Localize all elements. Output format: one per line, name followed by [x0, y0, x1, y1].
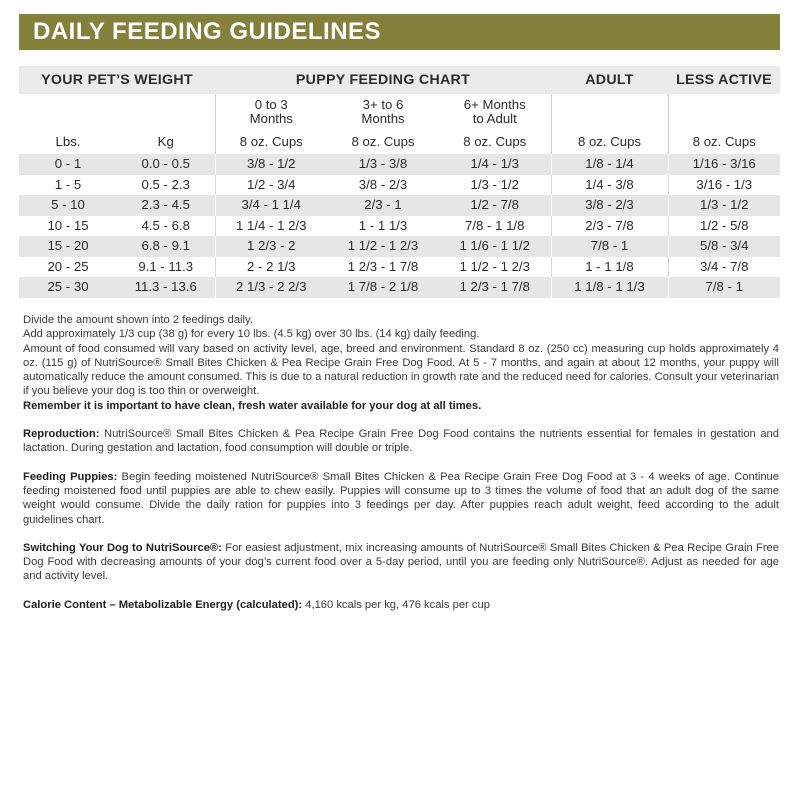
- feeding-table: [19, 66, 780, 298]
- table-cell: 1 1/2 - 1 2/3: [327, 236, 439, 257]
- table-cell: 1/2 - 3/4: [215, 175, 327, 196]
- notes-section: [23, 313, 779, 612]
- table-cell: 1 1/2 - 1 2/3: [439, 257, 551, 278]
- table-cell: 2/3 - 1: [327, 195, 439, 216]
- table-cell: 1/4 - 3/8: [551, 175, 668, 196]
- table-cell: 3/4 - 1 1/4: [215, 195, 327, 216]
- unit-cell: 8 oz. Cups: [551, 130, 668, 154]
- table-cell: 1/3 - 1/2: [668, 195, 780, 216]
- table-cell: 7/8 - 1: [551, 236, 668, 257]
- table-cell: 1/16 - 3/16: [668, 154, 780, 175]
- title-banner: [19, 14, 780, 50]
- table-cell: 3/8 - 2/3: [551, 195, 668, 216]
- table-cell: 1/3 - 1/2: [439, 175, 551, 196]
- table-cell: 1 - 1 1/3: [327, 216, 439, 237]
- table-cell: 6.8 - 9.1: [117, 236, 215, 257]
- table-cell: 3/16 - 1/3: [668, 175, 780, 196]
- table-cell: 1 - 1 1/8: [551, 257, 668, 278]
- adult-header: ADULT: [551, 66, 668, 94]
- unit-cell: 8 oz. Cups: [668, 130, 780, 154]
- table-cell: 0 - 1: [19, 154, 117, 175]
- table-cell: 1 - 5: [19, 175, 117, 196]
- less-active-header: LESS ACTIVE: [668, 66, 780, 94]
- table-cell: 1 1/6 - 1 1/2: [439, 236, 551, 257]
- table-cell: 2 - 2 1/3: [215, 257, 327, 278]
- unit-cell: 8 oz. Cups: [327, 130, 439, 154]
- table-cell: 7/8 - 1: [668, 277, 780, 298]
- units-row: [19, 130, 780, 154]
- calorie-content: Calorie Content – Metabolizable Energy (calculated): 4,160 kcals per kg, 476 kcals per cup: [23, 598, 490, 611]
- table-cell: 20 - 25: [19, 257, 117, 278]
- table-cell: 10 - 15: [19, 216, 117, 237]
- unit-cell: 8 oz. Cups: [439, 130, 551, 154]
- table-row: [19, 277, 780, 298]
- table-cell: 7/8 - 1 1/8: [439, 216, 551, 237]
- table-cell: 3/4 - 7/8: [668, 257, 780, 278]
- table-row: [19, 175, 780, 196]
- table-cell: 1 7/8 - 2 1/8: [327, 277, 439, 298]
- unit-cell: Lbs.: [19, 130, 117, 154]
- table-cell: 2.3 - 4.5: [117, 195, 215, 216]
- table-cell: 5/8 - 3/4: [668, 236, 780, 257]
- table-cell: 1 1/8 - 1 1/3: [551, 277, 668, 298]
- table-group-header: [19, 66, 780, 94]
- puppy-header: PUPPY FEEDING CHART: [215, 66, 551, 94]
- table-row: [19, 216, 780, 237]
- table-cell: 1 1/4 - 1 2/3: [215, 216, 327, 237]
- table-cell: 11.3 - 13.6: [117, 277, 215, 298]
- note-line: Divide the amount shown into 2 feedings daily.: [23, 314, 253, 326]
- table-cell: 1 2/3 - 1 7/8: [327, 257, 439, 278]
- table-cell: 15 - 20: [19, 236, 117, 257]
- table-cell: 3/8 - 1/2: [215, 154, 327, 175]
- table-cell: 1 2/3 - 1 7/8: [439, 277, 551, 298]
- switching-paragraph: Switching Your Dog to NutriSource®: For easiest adjustment, mix increasing amounts of NutriSource® Small Bites Chicken & Pea Recipe Grain Free Dog Food with decreasing amounts of your dog’s current food over a 5-day period, until you are feeding only NutriSource®. Adjust as needed for age and activity level.: [23, 541, 779, 583]
- feeding-puppies-paragraph: Feeding Puppies: Begin feeding moistened NutriSource® Small Bites Chicken & Pea Recipe Grain Free Dog Food at 3 - 4 weeks of age. Continue feeding moistened food until puppies are able to chew easily. Puppies will consume up to 3 times the volume of food that an adult dog of the same weight would consume. Divide the daily ration for puppies into 3 feedings per day. After puppies reach adult weight, feed according to the adult guidelines chart.: [23, 470, 779, 526]
- table-cell: 1/2 - 5/8: [668, 216, 780, 237]
- age-header-0-3: 0 to 3 Months: [215, 94, 327, 130]
- table-cell: 0.0 - 0.5: [117, 154, 215, 175]
- table-cell: 0.5 - 2.3: [117, 175, 215, 196]
- table-body: [19, 154, 780, 298]
- weight-header: YOUR PET’S WEIGHT: [19, 66, 215, 94]
- table-row: [19, 195, 780, 216]
- table-cell: 9.1 - 11.3: [117, 257, 215, 278]
- table-cell: 1/3 - 3/8: [327, 154, 439, 175]
- reproduction-paragraph: Reproduction: NutriSource® Small Bites Chicken & Pea Recipe Grain Free Dog Food contains the nutrients essential for females in gestation and lactation. During gestation and lactation, food consumption will double or triple.: [23, 428, 779, 455]
- unit-cell: 8 oz. Cups: [215, 130, 327, 154]
- table-cell: 1/8 - 1/4: [551, 154, 668, 175]
- table-cell: 25 - 30: [19, 277, 117, 298]
- water-reminder: Remember it is important to have clean, fresh water available for your dog at all times.: [23, 399, 482, 412]
- table-cell: 2/3 - 7/8: [551, 216, 668, 237]
- note-paragraph: Amount of food consumed will vary based on activity level, age, breed and environment. Standard 8 oz. (250 cc) measuring cup holds approximately 4 oz. (115 g) of NutriSource® Small Bites Chicken & Pea Recipe Grain Free Dog Food. At 5 - 7 months, and again at about 12 months, your puppy will automatically reduce the amount consumed. This is due to a natural reduction in growth rate and the reduced need for calories. Consult your veterinarian if you believe your dog is too thin or overweight.: [23, 342, 780, 398]
- table-row: [19, 154, 780, 175]
- page-title: DAILY FEEDING GUIDELINES: [33, 18, 382, 45]
- table-cell: 1/2 - 7/8: [439, 195, 551, 216]
- table-row: [19, 257, 780, 278]
- age-header-6-adult: 6+ Months to Adult: [439, 94, 551, 130]
- age-header-3-6: 3+ to 6 Months: [327, 94, 439, 130]
- age-subheader-row: [19, 94, 780, 130]
- table-cell: 2 1/3 - 2 2/3: [215, 277, 327, 298]
- table-cell: 3/8 - 2/3: [327, 175, 439, 196]
- table-cell: 1 2/3 - 2: [215, 236, 327, 257]
- table-cell: 4.5 - 6.8: [117, 216, 215, 237]
- note-line: Add approximately 1/3 cup (38 g) for every 10 lbs. (4.5 kg) over 30 lbs. (14 kg) daily feeding.: [23, 328, 480, 341]
- table-cell: 5 - 10: [19, 195, 117, 216]
- unit-cell: Kg: [117, 130, 215, 154]
- table-row: [19, 236, 780, 257]
- table-cell: 1/4 - 1/3: [439, 154, 551, 175]
